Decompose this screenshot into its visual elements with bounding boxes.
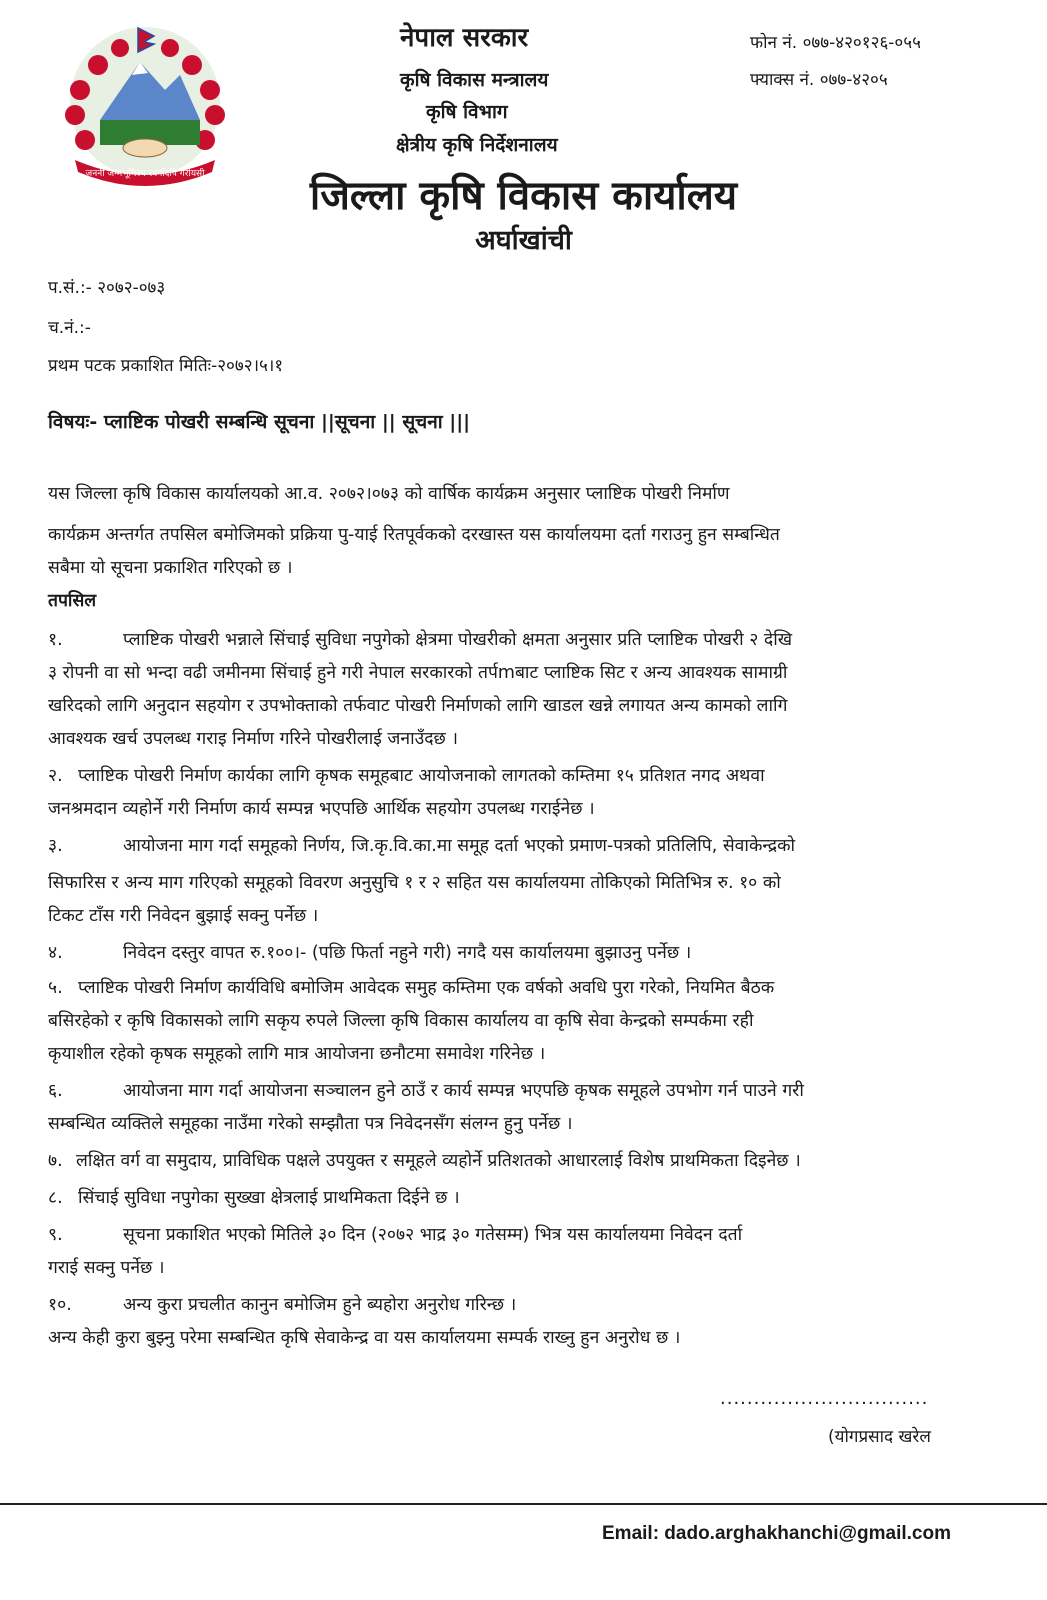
emblem-motto: जननी जन्मभूमिश्च स्वर्गादपि गरीयसी	[85, 169, 205, 179]
list-item	[48, 972, 968, 1071]
signature-line: ...............................	[720, 1388, 929, 1409]
item-text: आयोजना माग गर्दा आयोजना सञ्चालन हुने ठाउँ र कार्य सम्पन्न भएपछि कृषक समूहले उपभोग गर्न पाउने गरी	[123, 1081, 804, 1101]
item-text: जनश्रमदान व्यहोर्ने गरी निर्माण कार्य सम्पन्न भएपछि आर्थिक सहयोग उपलब्ध गराईनेछ ।	[48, 799, 595, 819]
closing-line: अन्य केही कुरा बुझ्नु परेमा सम्बन्धित कृषि सेवाकेन्द्र वा यस कार्यालयमा सम्पर्क राख्नु हुन अनुरोध छ ।	[48, 1328, 681, 1348]
item-number: १.	[48, 630, 63, 650]
item-text: बसिरहेको र कृषि विकासको लागि सकृय रुपले जिल्ला कृषि विकास कार्यालय वा कृषि सेवा केन्द्रको सम्पर्कमा रही	[48, 1011, 754, 1031]
item-number: ३.	[48, 836, 63, 856]
footer-email: Email: dado.arghakhanchi@gmail.com	[602, 1523, 951, 1544]
department-name: कृषि विभाग	[426, 101, 508, 123]
item-text: कृयाशील रहेको कृषक समूहको लागि मात्र आयोजना छनौटमा समावेश गरिनेछ ।	[48, 1044, 546, 1064]
list-item	[48, 1145, 968, 1178]
list-item	[48, 937, 968, 970]
item-text: सूचना प्रकाशित भएको मितिले ३० दिन (२०७२ भाद्र ३० गतेसम्म) भित्र यस कार्यालयमा निवेदन दर्ता	[123, 1225, 743, 1245]
item-text: अन्य कुरा प्रचलीत कानुन बमोजिम हुने ब्यहोरा अनुरोध गरिन्छ ।	[123, 1295, 517, 1315]
item-text: गराई सक्नु पर्नेछ ।	[48, 1258, 165, 1278]
item-text: निवेदन दस्तुर वापत रु.१००।- (पछि फिर्ता नहुने गरी) नगदै यस कार्यालयमा बुझाउनु पर्नेछ ।	[123, 943, 692, 963]
list-item	[48, 1219, 968, 1285]
item-number: ७.	[48, 1151, 63, 1171]
item-text: टिकट टाँस गरी निवेदन बुझाई सक्नु पर्नेछ ।	[48, 906, 319, 926]
item-text: प्लाष्टिक पोखरी भन्नाले सिंचाई सुविधा नपुगेको क्षेत्रमा पोखरीको क्षमता अनुसार प्रति प्लाष्टिक पोखरी २ देखि	[123, 630, 793, 650]
item-text: सम्बन्धित व्यक्तिले समूहका नाउँमा गरेको सम्झौता पत्र निवेदनसँग संलग्न हुनु पर्नेछ ।	[48, 1114, 573, 1134]
ministry-name: कृषि विकास मन्त्रालय	[400, 69, 549, 91]
nepal-government-emblem	[40, 20, 250, 190]
item-text: लक्षित वर्ग वा समुदाय, प्राविधिक पक्षले उपयुक्त र समूहले व्यहोर्ने प्रतिशतको आधारलाई विशेष प्राथमिकता दिइनेछ ।	[76, 1151, 801, 1171]
item-number: १०.	[48, 1295, 72, 1315]
notice-body	[48, 478, 968, 1355]
list-item	[48, 1182, 968, 1215]
district-name: अर्घाखांची	[475, 225, 572, 256]
list-item	[48, 1289, 968, 1322]
item-number: ५.	[48, 978, 63, 998]
dispatch-number: च.नं.:-	[48, 318, 91, 338]
item-number: ९.	[48, 1225, 63, 1245]
item-text: प्लाष्टिक पोखरी निर्माण कार्यविधि बमोजिम आवेदक समुह कम्तिमा एक वर्षको अवधि पुरा गरेको, नियमित बैठक	[78, 978, 775, 998]
item-number: ४.	[48, 943, 63, 963]
list-item	[48, 624, 968, 756]
fax-number: फ्याक्स नं. ०७७-४२०५	[750, 70, 888, 90]
item-number: ८.	[48, 1188, 63, 1208]
phone-number: फोन नं. ०७७-४२०१२६-०५५	[750, 33, 921, 53]
item-text: प्लाष्टिक पोखरी निर्माण कार्यका लागि कृषक समूहबाट आयोजनाको लागतको कम्तिमा १५ प्रतिशत नगद अथवा	[78, 766, 765, 786]
item-number: ६.	[48, 1081, 63, 1101]
intro-line: कार्यक्रम अन्तर्गत तपसिल बमोजिमको प्रक्रिया पु-याई रितपूर्वकको दरखास्त यस कार्यालयमा दर्ता गराउनु हुन सम्बन्धित	[48, 525, 780, 545]
handshake-icon	[123, 139, 167, 157]
item-text: ३ रोपनी वा सो भन्दा वढी जमीनमा सिंचाई हुने गरी नेपाल सरकारको तर्पmबाट प्लाष्टिक सिट र अन्य आवश्यक सामाग्री	[48, 663, 788, 683]
footer-divider	[0, 1503, 1047, 1505]
reference-number: प.सं.:- २०७२-०७३	[48, 278, 166, 298]
item-text: सिंचाई सुविधा नपुगेका सुख्खा क्षेत्रलाई प्राथमिकता दिईने छ ।	[78, 1188, 460, 1208]
signatory-name: (योगप्रसाद खरेल	[828, 1427, 931, 1447]
intro-line: सबैमा यो सूचना प्रकाशित गरिएको छ ।	[48, 558, 293, 578]
item-number: २.	[48, 766, 63, 786]
list-item	[48, 760, 968, 826]
item-text: आयोजना माग गर्दा समूहको निर्णय, जि.कृ.वि.का.मा समूह दर्ता भएको प्रमाण-पत्रको प्रतिलिपि, सेवाकेन्द्रको	[123, 836, 796, 856]
details-heading: तपसिल	[48, 591, 97, 611]
item-text: खरिदको लागि अनुदान सहयोग र उपभोक्ताको तर्फवाट पोखरी निर्माणको लागि खाडल खन्ने लगायत अन्य कामको लागि	[48, 696, 788, 716]
list-item	[48, 1075, 968, 1141]
government-title: नेपाल सरकार	[400, 23, 529, 53]
list-item	[48, 830, 968, 933]
intro-line: यस जिल्ला कृषि विकास कार्यालयको आ.व. २०७२।०७३ को वार्षिक कार्यक्रम अनुसार प्लाष्टिक पोखरी निर्माण	[48, 484, 730, 504]
item-text: आवश्यक खर्च उपलब्ध गराइ निर्माण गरिने पोखरीलाई जनाउँदछ ।	[48, 729, 458, 749]
published-date: प्रथम पटक प्रकाशित मितिः-२०७२।५।१	[48, 356, 284, 376]
item-text: सिफारिस र अन्य माग गरिएको समूहको विवरण अनुसुचि १ र २ सहित यस कार्यालयमा तोकिएको मितिभित्र रु. १० को	[48, 873, 781, 893]
notice-subject: विषयः- प्लाष्टिक पोखरी सम्बन्धि सूचना ||सूचना || सूचना |||	[48, 411, 471, 433]
office-title: जिल्ला कृषि विकास कार्यालय	[309, 173, 738, 219]
directorate-name: क्षेत्रीय कृषि निर्देशनालय	[396, 134, 558, 156]
